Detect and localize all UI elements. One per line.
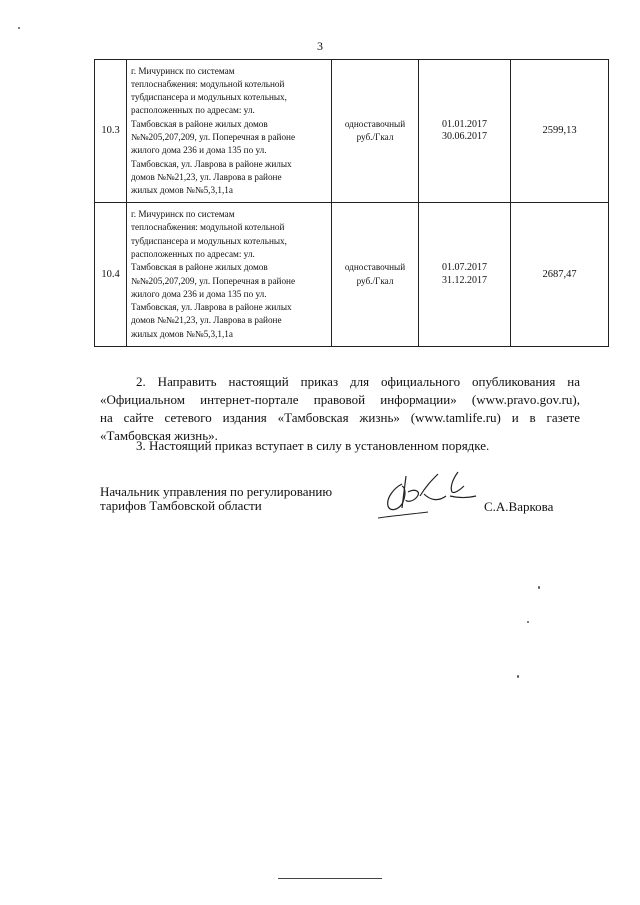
description-line: г. Мичуринск по системам [131, 65, 235, 76]
page-number: 3 [317, 39, 323, 53]
handwritten-signature [372, 466, 482, 526]
table-row [95, 203, 609, 347]
unit-line: руб./Гкал [356, 132, 394, 142]
table-row [95, 60, 609, 203]
row-number: 10.4 [95, 203, 127, 347]
description-line: домов №№21,23, ул. Лаврова в районе [131, 171, 282, 182]
description-line: домов №№21,23, ул. Лаврова в районе [131, 315, 282, 326]
description-line: жилых домов №№5,3,1,1а [131, 328, 233, 339]
description-line: Тамбовская в районе жилых домов [131, 262, 268, 273]
signer-title-line: тарифов Тамбовской области [100, 498, 262, 513]
description-line: тубдиспансера и модульных котельных, [131, 92, 287, 103]
scan-speck [527, 621, 529, 623]
row-period [419, 203, 511, 347]
bottom-rule [278, 878, 382, 879]
signer-title-line: Начальник управления по регулированию [100, 484, 333, 499]
description-line: Тамбовская в районе жилых домов [131, 118, 268, 129]
description-line: теплоснабжения: модульной котельной [131, 78, 285, 89]
paragraph-line: 3. Настоящий приказ вступает в силу в установленном порядке. [136, 438, 490, 453]
description-line: расположенных по адресам: ул. [131, 105, 255, 116]
row-number: 10.3 [95, 60, 127, 203]
paragraph-line: «Тамбовская жизнь». [100, 428, 218, 443]
period-end: 31.12.2017 [442, 274, 487, 286]
row-description [127, 60, 332, 203]
row-unit [332, 203, 419, 347]
description-line: тубдиспансера и модульных котельных, [131, 235, 287, 246]
description-line: теплоснабжения: модульной котельной [131, 222, 285, 233]
unit-line: одноставочный [344, 262, 406, 273]
paragraph-publication [100, 373, 580, 445]
row-tariff-value: 2599,13 [511, 60, 609, 203]
unit-line: руб./Гкал [356, 275, 394, 286]
scan-speck [18, 27, 20, 29]
period-start: 01.07.2017 [442, 262, 487, 273]
paragraph-effective [100, 437, 580, 455]
unit-line: одноставочный [344, 118, 406, 129]
scan-speck [538, 586, 540, 589]
description-line: Тамбовская, ул. Лаврова в районе жилых [131, 158, 292, 169]
description-line: расположенных по адресам: ул. [131, 248, 255, 259]
row-period [419, 60, 511, 203]
tariff-table [94, 59, 609, 347]
signer-name: С.А.Варкова [484, 499, 554, 514]
description-line: жилого дома 236 и дома 135 по ул. [131, 288, 267, 299]
period-end: 30.06.2017 [442, 131, 487, 142]
description-line: жилого дома 236 и дома 135 по ул. [131, 145, 267, 156]
row-unit [332, 60, 419, 203]
description-line: Тамбовская, ул. Лаврова в районе жилых [131, 302, 292, 313]
description-line: №№205,207,209, ул. Поперечная в районе [131, 275, 296, 286]
paragraph-line: «Официальном интернет-портале правовой информации» (www.pravo.gov.ru), [100, 392, 580, 407]
signer-title [100, 485, 332, 513]
paragraph-line: 2. Направить настоящий приказ для официального опубликования на [136, 374, 580, 389]
paragraph-line: на сайте сетевого издания «Тамбовская жизнь» (www.tamlife.ru) и в газете [100, 410, 580, 425]
description-line: г. Мичуринск по системам [131, 209, 235, 220]
scan-speck [517, 675, 519, 678]
row-tariff-value: 2687,47 [511, 203, 609, 347]
row-description [127, 203, 332, 347]
period-start: 01.01.2017 [442, 118, 487, 130]
description-line: жилых домов №№5,3,1,1а [131, 185, 233, 196]
description-line: №№205,207,209, ул. Поперечная в районе [131, 132, 296, 142]
